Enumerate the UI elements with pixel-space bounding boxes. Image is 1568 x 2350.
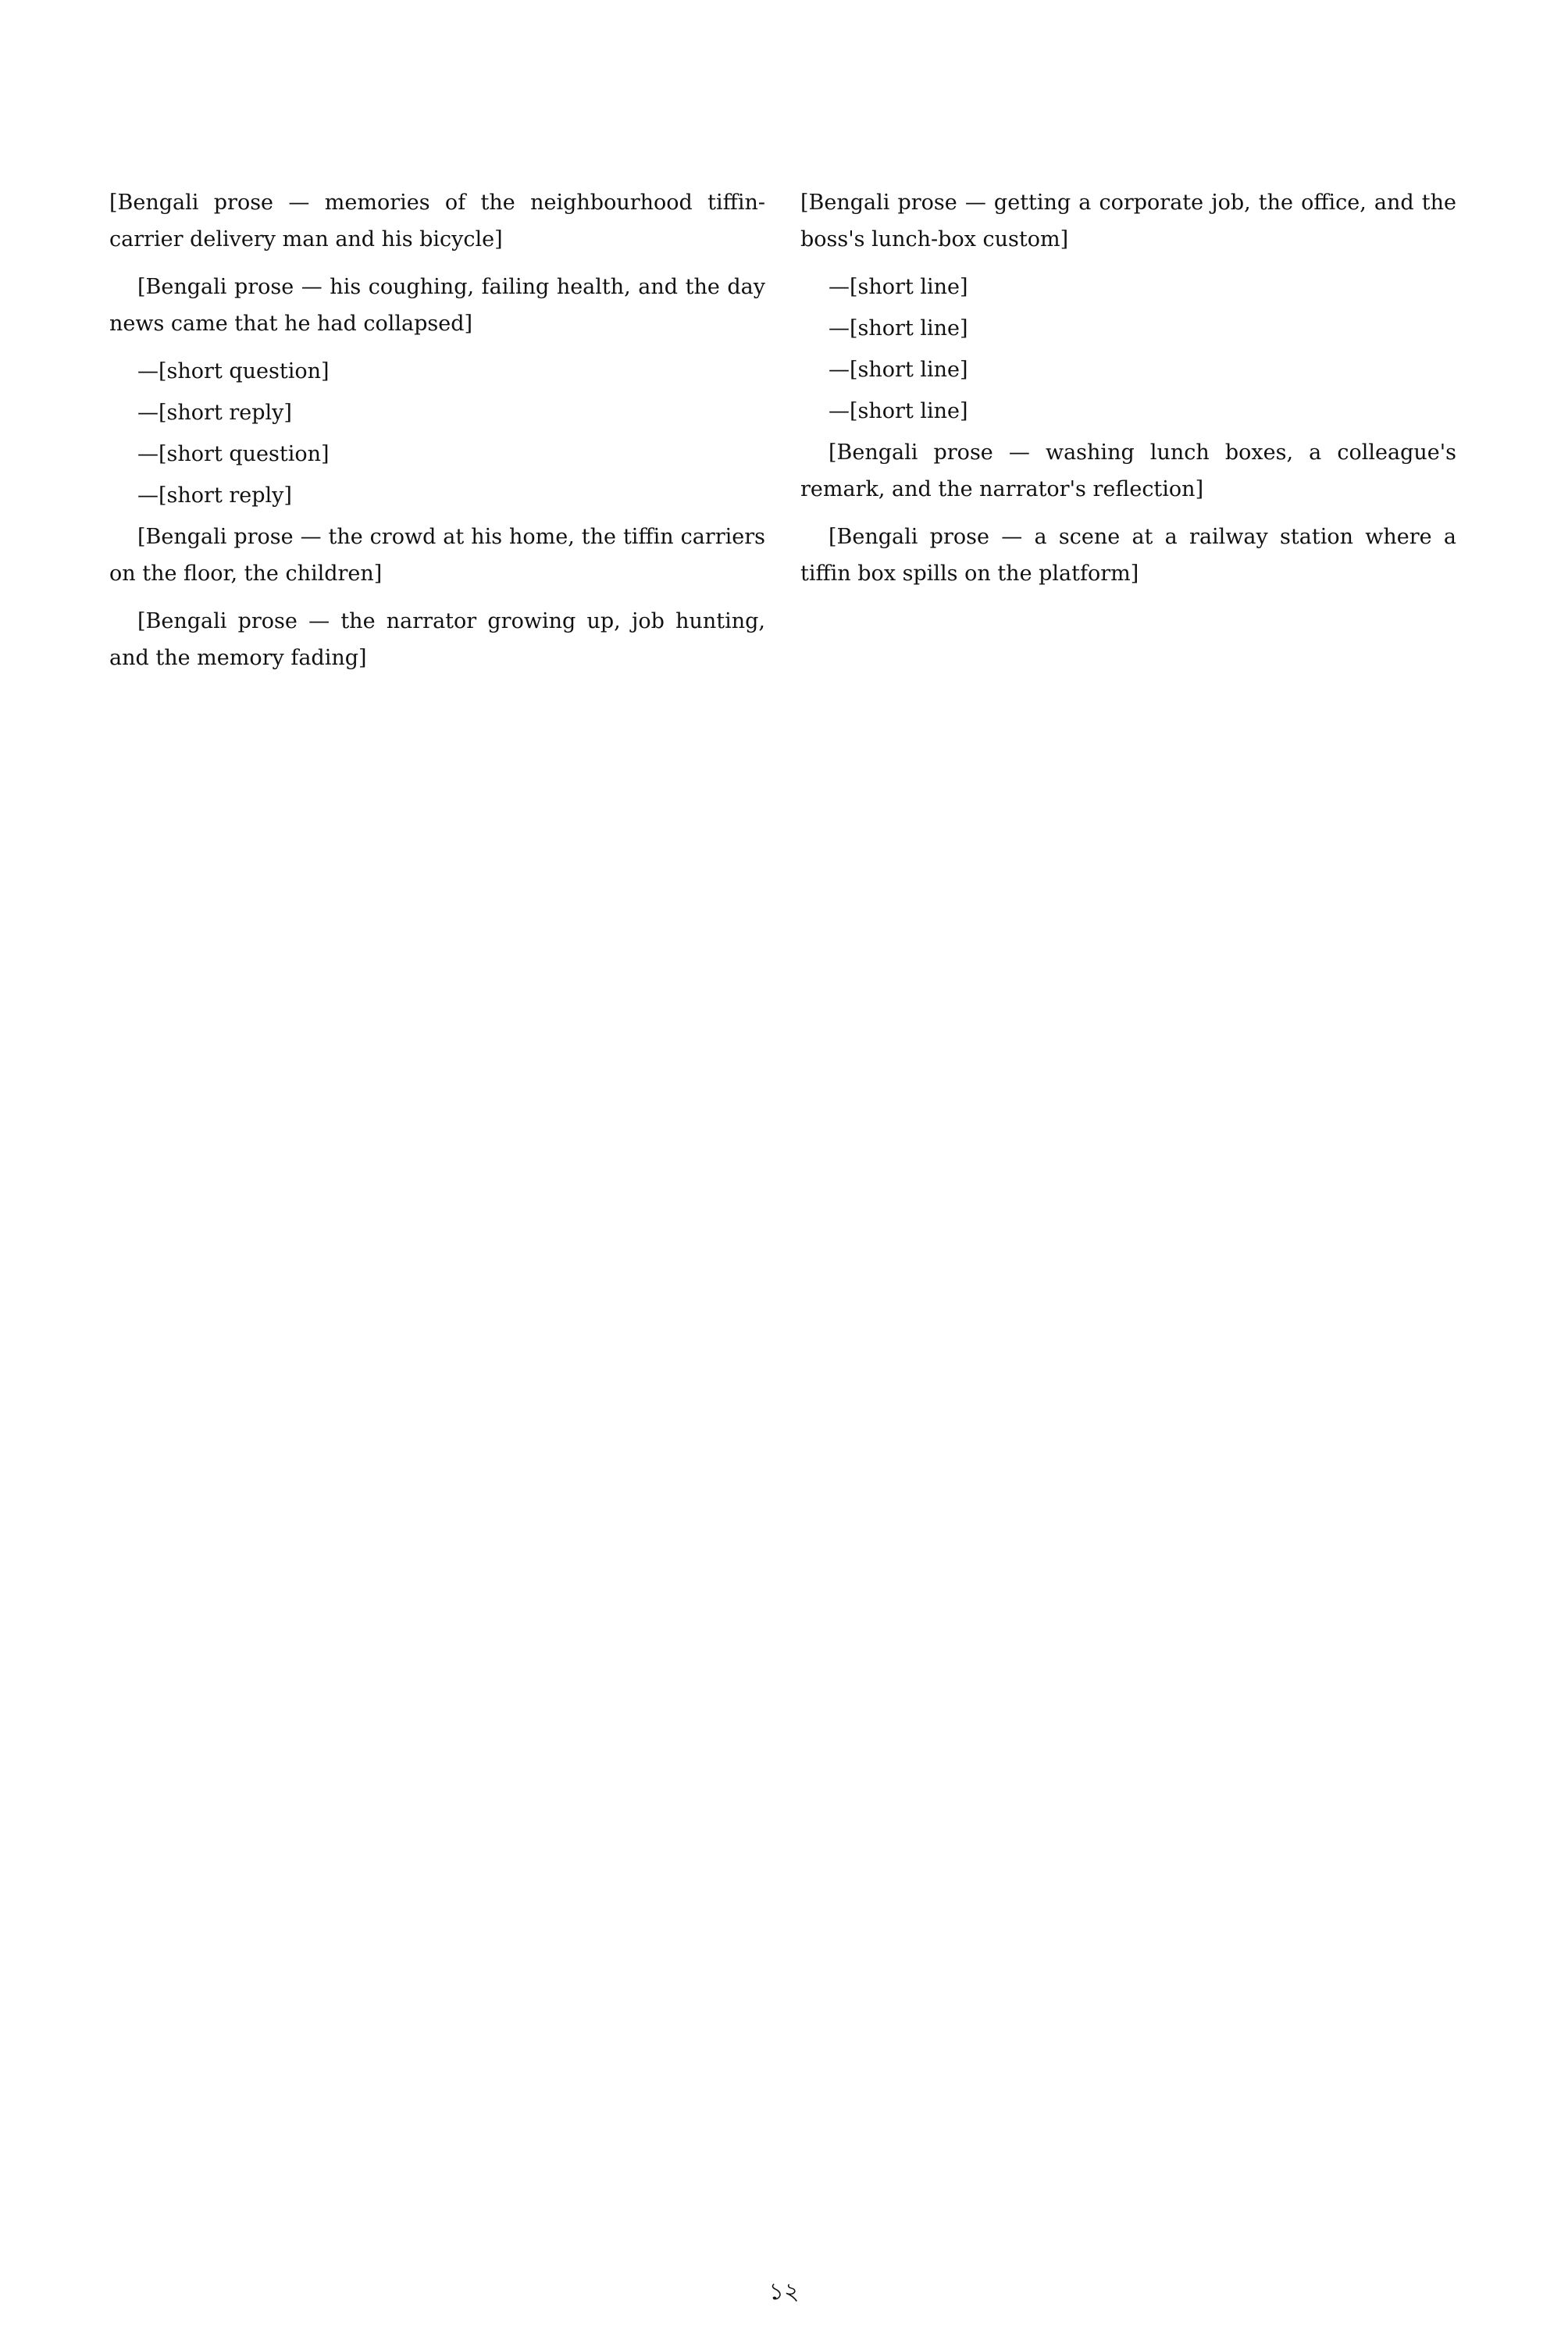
paragraph: [Bengali prose — his coughing, failing health, and the day news came that he had collapsed] — [109, 275, 765, 336]
dialogue-line: —[short reply] — [137, 483, 292, 508]
dialogue-line: —[short line] — [829, 316, 968, 341]
dialogue-line: —[short reply] — [137, 401, 292, 425]
paragraph: [Bengali prose — getting a corporate job, the office, and the boss's lunch-box custom] — [800, 191, 1456, 251]
paragraph: [Bengali prose — washing lunch boxes, a colleague's remark, and the narrator's reflection] — [800, 440, 1456, 501]
paragraph: [Bengali prose — the crowd at his home, the tiffin carriers on the floor, the children] — [109, 525, 765, 586]
paragraph: [Bengali prose — the narrator growing up, job hunting, and the memory fading] — [109, 609, 765, 670]
left-column — [109, 184, 765, 687]
paragraph: [Bengali prose — a scene at a railway station where a tiffin box spills on the platform] — [800, 525, 1456, 586]
right-column — [800, 184, 1456, 603]
dialogue-line: —[short question] — [137, 359, 330, 383]
dialogue-line: —[short question] — [137, 442, 330, 466]
dialogue-line: —[short line] — [829, 275, 968, 299]
paragraph: [Bengali prose — memories of the neighbourhood tiffin-carrier delivery man and his bicycle] — [109, 191, 765, 251]
dialogue-line: —[short line] — [829, 358, 968, 382]
dialogue-line: —[short line] — [829, 399, 968, 423]
page-number: ১২ — [768, 2278, 800, 2305]
